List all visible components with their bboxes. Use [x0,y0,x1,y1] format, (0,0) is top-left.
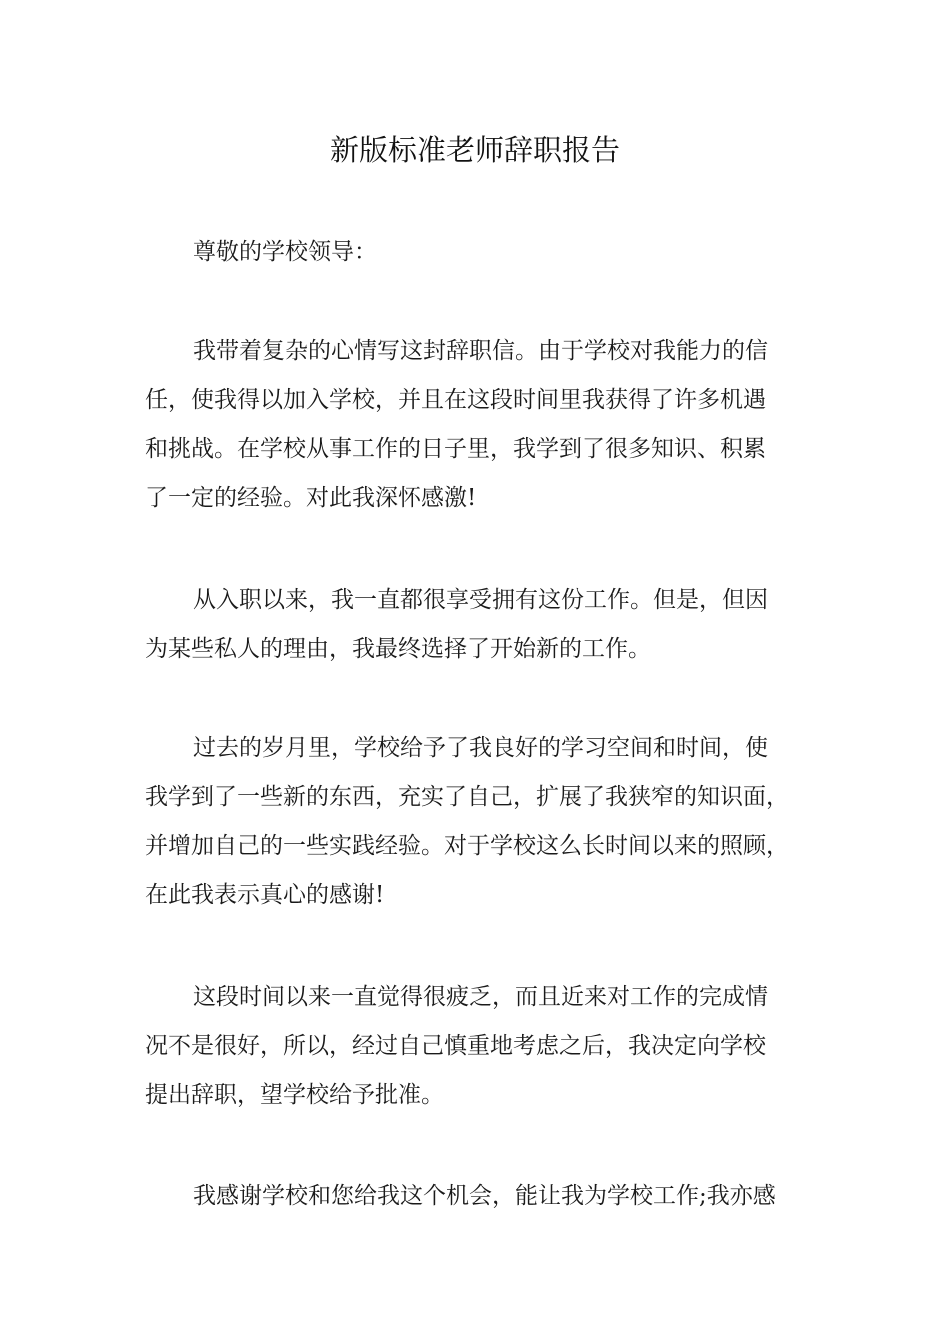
paragraph-line: 我带着复杂的心情写这封辞职信。由于学校对我能力的信 [193,338,768,364]
paragraph-line: 和挑战。在学校从事工作的日子里，我学到了很多知识、积累 [145,436,766,462]
paragraph-line: 过去的岁月里，学校给予了我良好的学习空间和时间，使 [193,735,768,761]
paragraph-line: 为某些私人的理由，我最终选择了开始新的工作。 [145,636,651,662]
paragraph-line: 从入职以来，我一直都很享受拥有这份工作。但是，但因 [193,587,768,613]
paragraph-line: 提出辞职，望学校给予批准。 [145,1082,444,1108]
paragraph-line: 任，使我得以加入学校，并且在这段时间里我获得了许多机遇 [145,387,766,413]
paragraph-line: 况不是很好，所以，经过自己慎重地考虑之后，我决定向学校 [145,1033,766,1059]
paragraph-line: 我学到了一些新的东西，充实了自己，扩展了我狭窄的知识面， [145,784,789,810]
paragraph-line: 我感谢学校和您给我这个机会，能让我为学校工作;我亦感 [193,1183,776,1209]
paragraph-line: 这段时间以来一直觉得很疲乏，而且近来对工作的完成情 [193,984,768,1010]
paragraph-line: 了一定的经验。对此我深怀感激! [145,485,477,511]
salutation: 尊敬的学校领导： [193,239,377,265]
document-title: 新版标准老师辞职报告 [329,133,620,167]
paragraph-line: 在此我表示真心的感谢! [145,882,385,908]
paragraph-line: 并增加自己的一些实践经验。对于学校这么长时间以来的照顾， [145,833,789,859]
